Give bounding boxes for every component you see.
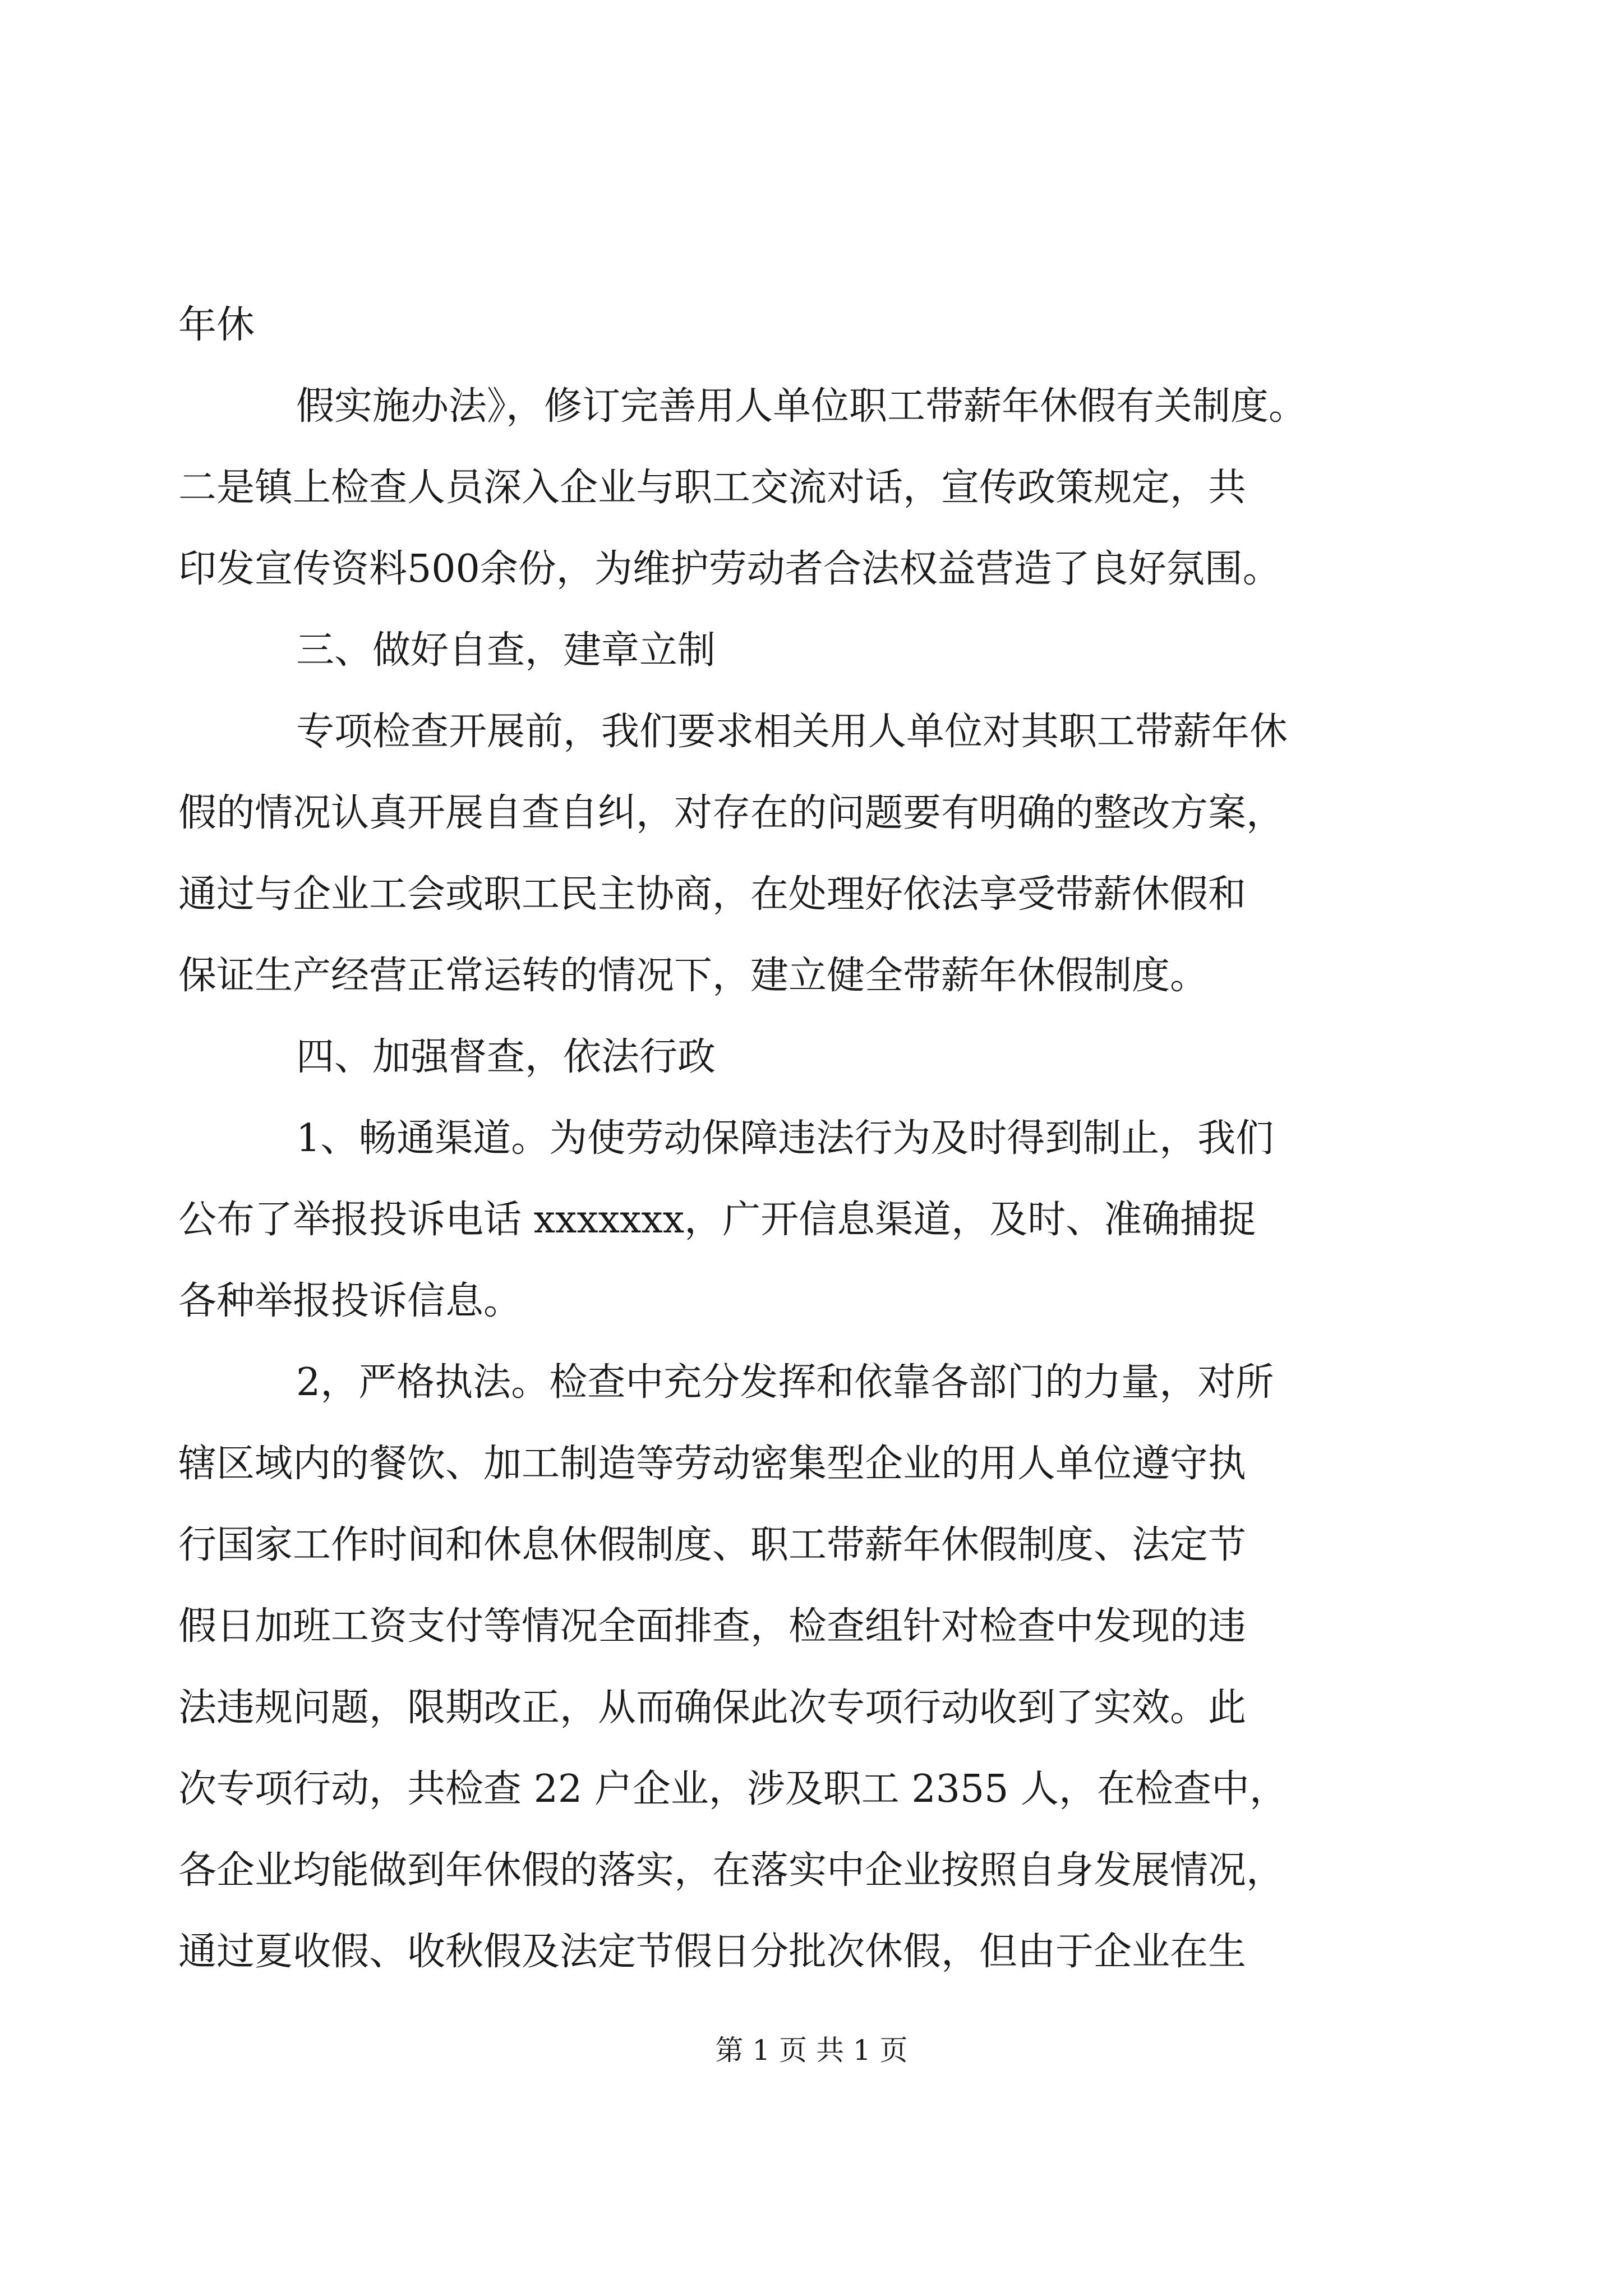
text-line: 公布了举报投诉电话 xxxxxxx，广开信息渠道，及时、准确捕捉 (178, 1198, 1257, 1242)
text-line: 通过夏收假、收秋假及法定节假日分批次休假，但由于企业在生 (178, 1930, 1247, 1974)
section-heading: 四、加强督查，依法行政 (296, 1035, 716, 1079)
text-line: 二是镇上检查人员深入企业与职工交流对话，宣传政策规定，共 (178, 466, 1247, 510)
text-line: 印发宣传资料500余份，为维护劳动者合法权益营造了良好氛围。 (178, 547, 1281, 591)
text-line: 假的情况认真开展自查自纠，对存在的问题要有明确的整改方案， (178, 791, 1285, 835)
text-line: 假实施办法》，修订完善用人单位职工带薪年休假有关制度。 (296, 384, 1307, 429)
text-line: 假日加班工资支付等情况全面排查，检查组针对检查中发现的违 (178, 1604, 1247, 1649)
text-line: 专项检查开展前，我们要求相关用人单位对其职工带薪年休 (296, 710, 1288, 754)
text-line: 法违规问题，限期改正，从而确保此次专项行动收到了实效。此 (178, 1686, 1247, 1730)
text-line: 2，严格执法。检查中充分发挥和依靠各部门的力量，对所 (296, 1360, 1274, 1405)
text-line: 保证生产经营正常运转的情况下，建立健全带薪年休假制度。 (178, 954, 1209, 998)
text-line: 行国家工作时间和休息休假制度、职工带薪年休假制度、法定节 (178, 1523, 1247, 1567)
text-line: 次专项行动，共检查 22 户企业，涉及职工 2355 人，在检查中， (178, 1767, 1288, 1811)
text-line: 年休 (178, 303, 255, 347)
text-line: 通过与企业工会或职工民主协商，在处理好依法享受带薪休假和 (178, 872, 1247, 917)
page-footer: 第 1 页 共 1 页 (715, 2034, 908, 2067)
text-line: 各种举报投诉信息。 (178, 1279, 522, 1323)
text-line: 1、畅通渠道。为使劳动保障违法行为及时得到制止，我们 (296, 1116, 1274, 1161)
text-line: 辖区域内的餐饮、加工制造等劳动密集型企业的用人单位遵守执 (178, 1442, 1247, 1486)
text-line: 各企业均能做到年休假的落实，在落实中企业按照自身发展情况， (178, 1848, 1285, 1893)
section-heading: 三、做好自查，建章立制 (296, 628, 716, 673)
